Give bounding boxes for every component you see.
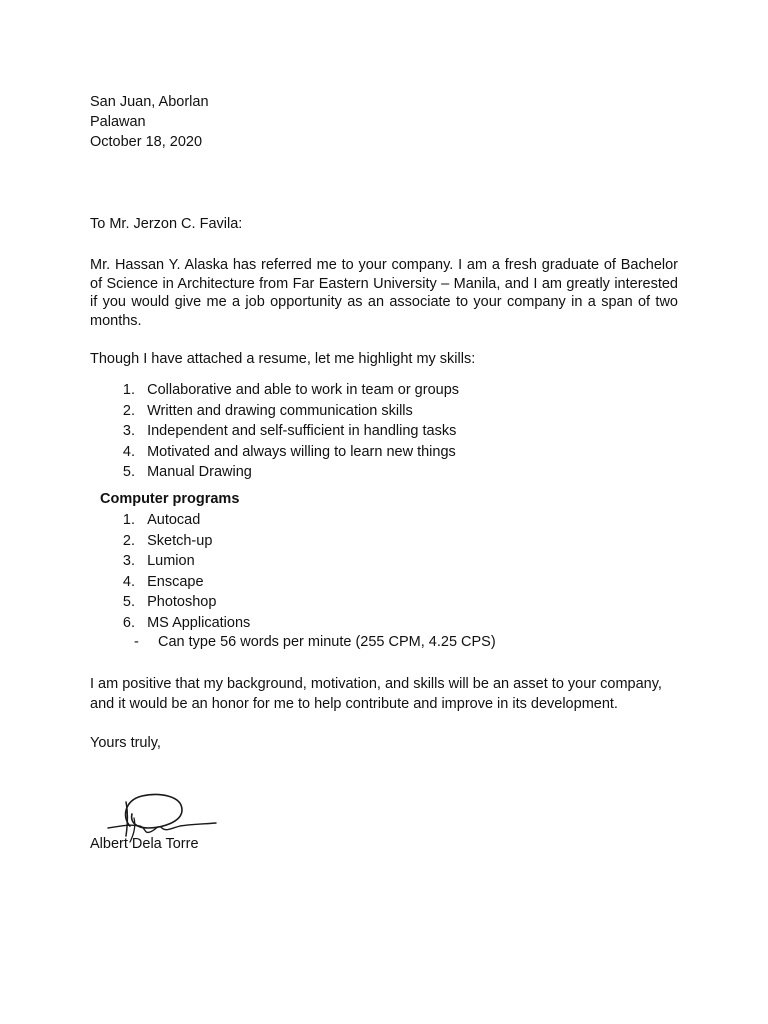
salutation: To Mr. Jerzon C. Favila:: [90, 216, 243, 232]
list-item: [90, 510, 250, 531]
list-item: [90, 613, 250, 634]
typing-note: [134, 632, 496, 652]
programs-list: [90, 510, 250, 633]
valediction: Yours truly,: [90, 735, 161, 751]
list-number: 6.: [122, 614, 135, 631]
program-text: Lumion: [147, 553, 195, 569]
list-number: 1.: [122, 382, 135, 398]
closing-paragraph: I am positive that my background, motivation, and skills will be an asset to your company, and it would be an honor for me to help contribute and improve in its development.: [90, 676, 662, 712]
skill-text: Motivated and always willing to learn new things: [147, 443, 456, 460]
program-text: Enscape: [147, 573, 204, 590]
skill-text: Independent and self-sufficient in handling tasks: [147, 423, 457, 439]
list-item: [90, 421, 459, 442]
intro-paragraph: Mr. Hassan Y. Alaska has referred me to your company. I am a fresh graduate of Bachelor of Science in Architecture from Far Eastern University – Manila, and I am greatly interested if you would give me a job opportunity as an associate to your company in a span of two months.: [90, 257, 678, 329]
list-item: [90, 401, 459, 422]
skill-text: Manual Drawing: [147, 464, 252, 480]
list-item: [90, 442, 459, 463]
program-text: Sketch-up: [147, 532, 213, 549]
letter-date: October 18, 2020: [90, 134, 203, 150]
list-item: [90, 572, 250, 593]
list-item: [90, 380, 459, 401]
program-text: Autocad: [147, 512, 201, 528]
dash-bullet: -: [134, 634, 139, 650]
address-line-2: Palawan: [90, 114, 146, 130]
list-number: 4.: [122, 573, 135, 590]
list-number: 2.: [122, 402, 135, 419]
list-item: [90, 551, 250, 572]
list-number: 3.: [122, 423, 135, 439]
skill-text: Collaborative and able to work in team or groups: [147, 382, 460, 398]
list-number: 5.: [122, 464, 135, 480]
list-number: 1.: [122, 512, 135, 528]
list-number: 5.: [122, 594, 135, 610]
address-line-1: San Juan, Aborlan: [90, 94, 209, 110]
list-number: 2.: [122, 532, 135, 549]
program-text: Photoshop: [147, 594, 217, 610]
list-number: 4.: [122, 443, 135, 460]
list-item: [90, 462, 459, 483]
skills-intro: Though I have attached a resume, let me highlight my skills:: [90, 351, 476, 367]
programs-heading: Computer programs: [100, 491, 240, 507]
skill-text: Written and drawing communication skills: [147, 402, 413, 419]
list-item: [90, 592, 250, 613]
list-number: 3.: [122, 553, 135, 569]
program-text: MS Applications: [147, 614, 251, 631]
signer-name: Albert Dela Torre: [90, 836, 199, 852]
skills-list: [90, 380, 459, 483]
typing-note-text: Can type 56 words per minute (255 CPM, 4.25 CPS): [158, 634, 496, 650]
list-item: [90, 531, 250, 552]
